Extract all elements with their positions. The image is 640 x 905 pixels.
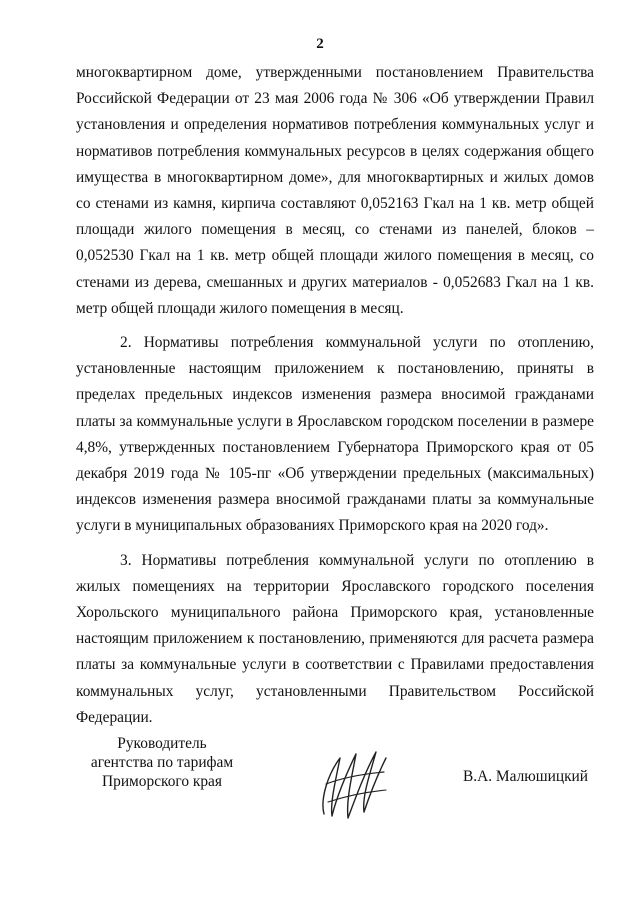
paragraph-3: 3. Нормативы потребления коммунальной услуги по отоплению в жилых помещениях на территории Ярославского городского поселения Хорольского муниципального района Приморского края, установленные настоящим приложением к постановлению, применяются для расчета размера платы за коммунальные услуги в соответствии с Правилами предоставления коммунальных услуг, установленными Правительством Российской Федерации.: [76, 551, 594, 726]
position-line-3: Приморского края: [102, 773, 222, 790]
document-body: [76, 60, 594, 731]
handwritten-signature: [306, 744, 396, 834]
signature-block: [0, 730, 640, 850]
position-line-1: Руководитель: [117, 735, 207, 752]
signer-position: [82, 734, 242, 791]
paragraph-continuation: многоквартирном доме, утвержденными постановлением Правительства Российской Федерации от 23 мая 2006 года № 306 «Об утверждении Правил установления и определения нормативов потребления коммунальных услуг и нормативов потребления коммунальных ресурсов в целях содержания общего имущества в многоквартирном доме», для многоквартирных и жилых домов со стенами из камня, кирпича составляют 0,052163 Гкал на 1 кв. метр общей площади жилого помещения в месяц, со стенами из панелей, блоков – 0,052530 Гкал на 1 кв. метр общей площади жилого помещения в месяц, со стенами из дерева, смешанных и других материалов - 0,052683 Гкал на 1 кв. метр общей площади жилого помещения в месяц.: [76, 64, 594, 317]
position-line-2: агентства по тарифам: [90, 754, 234, 771]
signer-name: В.А. Малюшицкий: [463, 768, 589, 785]
paragraph-2: 2. Нормативы потребления коммунальной услуги по отоплению, установленные настоящим приложением к постановлению, приняты в пределах предельных индексов изменения размера вносимой гражданами платы за коммунальные услуги в Ярославском городском поселении в размере 4,8%, утвержденных постановлением Губернатора Приморского края от 05 декабря 2019 года № 105-пг «Об утверждении предельных (максимальных) индексов изменения размера вносимой гражданами платы за коммунальные услуги в муниципальных образованиях Приморского края на 2020 год».: [76, 334, 594, 535]
page-number: 2: [316, 36, 324, 52]
